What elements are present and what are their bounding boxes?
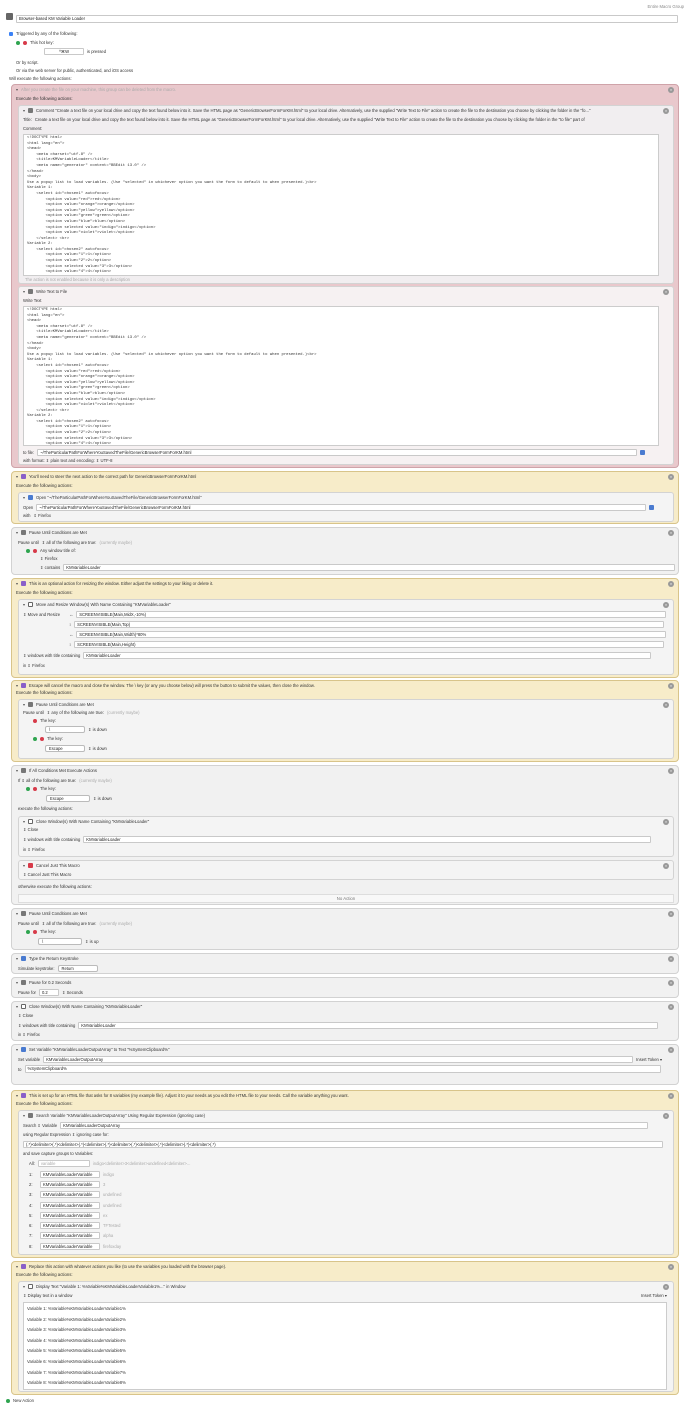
left-field[interactable]: SCREENVISIBLE(Main,MidX,-10%) — [76, 611, 666, 618]
add-icon[interactable] — [26, 930, 30, 934]
close-icon[interactable]: × — [669, 581, 673, 586]
trigger-header — [9, 31, 78, 36]
hotkey-mode[interactable]: is pressed — [87, 49, 107, 54]
title-field[interactable]: Create a text file on your local drive and copy the text found below into it. Save the HTML page as "GenericBrowserFormForKM.html" to your local drive. Alternatively, use the supplied "Write Text to File" action to create the file to the destination you choose by clicking the folder in the "to file" part of — [34, 117, 585, 122]
checkbox-icon[interactable] — [9, 32, 13, 36]
add-icon[interactable] — [33, 737, 37, 741]
execute-label: Execute the following actions: — [16, 96, 73, 101]
close-icon[interactable]: × — [664, 108, 668, 113]
windows-popup[interactable]: ⇕ windows with title containing — [18, 1023, 76, 1028]
key-state[interactable]: ⇕ is up — [85, 939, 99, 944]
folder-icon[interactable] — [640, 450, 645, 455]
window-title-field[interactable]: KMVariableLoader — [78, 1022, 658, 1029]
to-file-label: to file: — [23, 450, 35, 455]
group-icon — [21, 581, 26, 586]
group-open-file[interactable]: ▾ You'll need to steer the next action to the correct path for GenericBrowserFormForKM.html × Execute the following actions: ▾ Open "~/TheParticularPathForWhereYouSavedTheFile/GenericBrowserFormForKM.html" Open ~/TheParticularPathForWhereYouSavedTheFile/GenericBrowserFormForKM.html with ⇕ Firefox — [11, 471, 679, 524]
pause-until-label: Pause until — [18, 540, 39, 545]
group-parse-variables[interactable]: ▾ This is set up for an HTML file that asks for 8 variables (my example file). Adjust it to your needs as you edit the HTML file to your needs. Call the variable anything you want. × Execute the following actions: ▾ Search Variable "KMVariableLoaderOutputArray" Using Regular Expression (ignoring case) × Search ⇕ Variable KMVariableLoaderOutputArray using Regular Expression ⇕ ignoring case for: (.*)<delimiter>(.*)<delimiter>(.*)<delimiter>(.*)<delimiter>(.*)<delimiter>(.*)<delimiter>(.*)<delimiter>(.*) and save capture groups to Variables: All: variable indigo<delimiter>3<delimiter>undefined<delimiter>... 1: KMVariableLoaderVariable indigo 2: KMVariableLoaderVariable 3 3: KMVariableLoaderVariable undefined 4: KMVariableLoaderVariable undefined 5: KMVariableLoaderVariable ex 6: KMVariableLoaderVariable TFTested 7: KMVariableLoaderVariable alpha 8: KMVariableLoaderVariable firefoxday — [11, 1090, 679, 1258]
condition-mode[interactable]: ⇕ all of the following are true: — [41, 921, 97, 926]
close-icon[interactable]: × — [669, 474, 673, 479]
execute-label: Execute the following actions: — [16, 690, 73, 695]
pause-action[interactable]: ▾ Pause Until Conditions are Met × Pause until ⇕ any of the following are true: (currently maybe) The key: \ ⇕ is down The key: Escape ⇕ is down — [18, 699, 674, 759]
width-field[interactable]: SCREENVISIBLE(Main,Width)*80% — [76, 631, 666, 638]
execute-label: Execute the following actions: — [16, 483, 73, 488]
display-line: Variable 7: %Variable%KMVariableLoaderVariable7% — [27, 1369, 126, 1375]
close-icon[interactable]: × — [664, 702, 668, 707]
otherwise-label: otherwise execute the following actions: — [18, 884, 92, 889]
group-use-variables[interactable]: ▾ Replace this action with whatever actions you like (to use the variables you loaded with the browser page). × Execute the following actions: ▾ Display Text "Variable 1: %Variable%KMVariableLoaderVariable1%..." in Window × ⇕ Display text in a window Insert Token ▾ Variable 1: %Variable%KMVariableLoaderVariable1% Variable 2: %Variable%KMVariableLoaderVariable2% Variable 3: %Variable%KMVariableLoaderVariable3% Variable 4: %Variable%KMVariableLoaderVariable4% Variable 5: %Variable%KMVariableLoaderVariable5% Variable 6: %Variable%KMVariableLoaderVariable6% Variable 7: %Variable%KMVariableLoaderVariable7% Variable 8: %Variable%KMVariableLoaderVariable8% — [11, 1261, 679, 1395]
action-title: Close Window(s) With Name Containing "KMVariableLoader" — [36, 819, 150, 824]
action-title: Cancel Just This Macro — [36, 863, 80, 868]
pause-icon — [28, 702, 33, 707]
pause-icon — [21, 980, 26, 985]
open-icon — [28, 495, 33, 500]
capture-variable-field[interactable]: KMVariableLoaderVariable — [40, 1222, 100, 1229]
action-title: Display Text "Variable 1: %Variable%KMVariableLoaderVariable1%..." in Window — [36, 1284, 186, 1289]
window-icon — [21, 1004, 26, 1009]
capture-variable-field[interactable]: KMVariableLoaderVariable — [40, 1181, 100, 1188]
capture-variable-field[interactable]: KMVariableLoaderVariable — [40, 1202, 100, 1209]
close-icon[interactable]: × — [669, 911, 673, 916]
cancel-mode-popup[interactable]: ⇕ Cancel Just This Macro — [23, 872, 72, 877]
with-app-popup[interactable]: ⇕ Firefox — [33, 513, 51, 518]
no-action-placeholder: No Action — [18, 894, 674, 903]
close-icon[interactable]: × — [664, 863, 668, 868]
using-label[interactable]: using Regular Expression ⇕ ignoring case for: — [23, 1132, 109, 1137]
mode-popup[interactable]: ⇕ Close — [18, 1013, 34, 1018]
key-label: The key: — [47, 736, 64, 741]
remove-icon[interactable] — [33, 549, 37, 553]
new-action-button[interactable]: New Action — [13, 1398, 34, 1403]
capture-preview: TFTested — [103, 1223, 121, 1229]
mode-popup[interactable]: ⇕ Move and Resize — [23, 612, 61, 617]
pause-for-label: Pause for — [18, 990, 36, 995]
capture-group-row — [29, 1241, 121, 1251]
comment-footer: The action is not enabled because it is only a description — [25, 277, 130, 282]
group-number: 7: — [29, 1233, 33, 1239]
search-variable-field[interactable]: KMVariableLoaderOutputArray — [60, 1122, 648, 1129]
execute-label: execute the following actions: — [18, 806, 73, 811]
capture-preview: ex — [103, 1212, 108, 1218]
execute-label: Execute the following actions: — [16, 1101, 73, 1106]
action-title: Pause Until Conditions are Met — [36, 702, 94, 707]
close-icon[interactable]: × — [669, 530, 673, 535]
height-field[interactable]: SCREENVISIBLE(Main,Height) — [74, 641, 664, 648]
status: (currently maybe) — [99, 921, 133, 926]
group-icon — [21, 1093, 26, 1098]
action-title: Write Text to File — [36, 289, 68, 294]
add-icon[interactable] — [6, 1399, 10, 1403]
close-icon[interactable]: × — [669, 1047, 673, 1052]
group-icon — [21, 474, 26, 479]
capture-variable-field[interactable]: KMVariableLoaderVariable — [40, 1232, 100, 1239]
action-title: Set Variable "KMVariableLoaderOutputArray" to Text "%SystemClipboard%" — [29, 1047, 170, 1052]
group-delete-after-create[interactable]: ▾ After you create the file on your machine, this group can be deleted from the macro. × Execute the following actions: ▾ Comment "Create a text file on your local drive and copy the text found below into it. Save the HTML page as "GenericBrowserFormForKM.html" to your local drive. Alternatively, use the supplied "Write Text to File" action to create the file to the destination you choose by clicking the folder in the "fo..." × Title: Create a text file on your local drive and copy the text found below into it. Save the HTML page as "GenericBrowserFormForKM.html" to your local drive. Alternatively, use the supplied "Write Text to File" action to create the file to the destination you choose by clicking the folder in the "to file" part of Comment: <!DOCTYPE html> <html lang="en"> <head> <meta charset="utf-8" /> <title>KMVariableLoader</title> <meta name="generator" content="BBEdit 13.0" /> </head> <body> Use a popup list to load variables. (Use "selected" in whichever option you want the form to default to when presented.)<br> Variable 1: <select id="chosen1" autofocus> <option value="red">red</option> <option value="orange">orange</option> <option value="yellow">yellow</option> <option value="green">green</option> <option value="blue">blue</option> <option selected value="indigo">indigo</option> <option value="violet">violet</option> </select> <br> Variable 2: <select id="chosen2" autofocus> <option value="1">1</option> <option value="2">2</option> <option selected value="3">3</option> <option value="4">4</option> The action is not enabled because it is only a description ▾ Write Text to File × Write Text <!DOCTYPE html> <html lang="en"> <head> <meta charset="utf-8" /> <title>KMVariableLoader</title> <meta name="generator" content="BBEdit 13.0" /> </head> <body> Use a popup list to load variables. (Use "selected" in whichever option you want the form to default to when presented.)<br> Variable 1: <select id="chosen1" autofocus> <option value="red">red</option> <option value="orange">orange</option> <option value="yellow">yellow</option> <option value="green">green</option> <option value="blue">blue</option> <option selected value="indigo">indigo</option> <option value="violet">violet</option> </select> <br> Variable 2: <select id="chosen2" autofocus> <option value="1">1</option> <option value="2">2</option> <option selected value="3">3</option> <option value="4">4</option> to file: ~/TheParticularPathForWhereYouSavedTheFile/GenericBrowserFormForKM.html with format: ⇕ plain text and encoding: ⇕ UTF-8 — [11, 84, 679, 468]
capture-groups — [29, 1169, 121, 1251]
action-title: Type the Return Keystroke — [29, 956, 79, 961]
display-mode-popup[interactable]: ⇕ Display text in a window — [23, 1293, 73, 1298]
seconds-field[interactable]: 0.2 — [39, 989, 59, 996]
all-variable-field[interactable]: variable — [38, 1160, 90, 1167]
close-icon[interactable]: × — [664, 1113, 668, 1118]
in-app-popup[interactable]: in ⇕ Firefox — [23, 847, 45, 852]
capture-group-row — [29, 1200, 121, 1210]
capture-group-row — [29, 1169, 121, 1179]
action-title: Comment "Create a text file on your local drive and copy the text found below into it. Save the HTML page as "GenericBrowserFormForKM.html" to your local drive. Alternatively, use the supplied "Write Text to File" action to create the file to the destination you choose by clicking the folder in the "fo..." — [36, 108, 591, 113]
windows-popup[interactable]: ⇕ windows with title containing — [23, 653, 81, 658]
capture-variable-field[interactable]: KMVariableLoaderVariable — [40, 1171, 100, 1178]
close-icon[interactable]: × — [669, 1093, 673, 1098]
capture-preview: alpha — [103, 1233, 114, 1239]
group-title: After you create the file on your machine, this group can be deleted from the macro. — [21, 87, 177, 92]
all-preview: indigo<delimiter>3<delimiter>undefined<delimiter>... — [92, 1161, 191, 1166]
action-title: Move and Resize Window(s) With Name Containing "KMVariableLoader" — [36, 602, 171, 607]
close-icon[interactable]: × — [669, 980, 673, 985]
windows-popup[interactable]: ⇕ windows with title containing — [23, 837, 81, 842]
group-number: 8: — [29, 1243, 33, 1249]
set-variable-label: Set variable — [18, 1057, 41, 1062]
group-icon — [21, 683, 26, 688]
close-icon[interactable]: × — [664, 289, 668, 294]
title-label: Title: — [23, 117, 32, 122]
action-title: Close Window(s) With Name Containing "KMVariableLoader" — [29, 1004, 143, 1009]
value-field[interactable]: %SystemClipboard% — [25, 1065, 661, 1073]
axis-symbol: ↔ — [69, 632, 74, 637]
cancel-macro-action[interactable]: ▾ Cancel Just This Macro × ⇕ Cancel Just This Macro — [18, 860, 674, 880]
group-icon — [21, 1264, 26, 1269]
write-text-field[interactable]: <!DOCTYPE html> <html lang="en"> <head> <meta charset="utf-8" /> <title>KMVariableLoader</title> <meta name="generator" content="BBEdit 13.0" /> </head> <body> Use a popup list to load variables. (Use "selected" in whichever option you want the form to default to when presented.)<br> Variable 1: <select id="chosen1" autofocus> <option value="red">red</option> <option value="orange">orange</option> <option value="yellow">yellow</option> <option value="green">green</option> <option value="blue">blue</option> <option selected value="indigo">indigo</option> <option value="violet">violet</option> </select> <br> Variable 2: <select id="chosen2" autofocus> <option value="1">1</option> <option value="2">2</option> <option selected value="3">3</option> <option value="4">4</option> — [23, 306, 659, 446]
comment-text[interactable]: <!DOCTYPE html> <html lang="en"> <head> <meta charset="utf-8" /> <title>KMVariableLoader</title> <meta name="generator" content="BBEdit 13.0" /> </head> <body> Use a popup list to load variables. (Use "selected" in whichever option you want the form to default to when presented.)<br> Variable 1: <select id="chosen1" autofocus> <option value="red">red</option> <option value="orange">orange</option> <option value="yellow">yellow</option> <option value="green">green</option> <option value="blue">blue</option> <option selected value="indigo">indigo</option> <option value="violet">violet</option> </select> <br> Variable 2: <select id="chosen2" autofocus> <option value="1">1</option> <option value="2">2</option> <option selected value="3">3</option> <option value="4">4</option> — [23, 134, 659, 276]
axis-symbol: ↔ — [69, 612, 74, 617]
insert-token-button[interactable]: Insert Token ▾ — [636, 1057, 663, 1062]
capture-preview: 3 — [103, 1181, 106, 1187]
comment-icon — [28, 108, 33, 113]
status: (currently maybe) — [99, 540, 133, 545]
group-escape-cancel[interactable]: ▾ Escape will cancel the macro and close the window. The \ key (or any you choose below) will press the button to submit the values, then close the window. × Execute the following actions: ▾ Pause Until Conditions are Met × Pause until ⇕ any of the following are true: (currently maybe) The key: \ ⇕ is down The key: Escape ⇕ is down — [11, 680, 679, 762]
close-icon[interactable]: × — [664, 1284, 668, 1289]
capture-variable-field[interactable]: KMVariableLoaderVariable — [40, 1191, 100, 1198]
open-label: Open — [23, 505, 34, 510]
close-icon[interactable]: × — [669, 1264, 673, 1269]
folder-icon[interactable] — [649, 505, 654, 510]
window-icon — [28, 819, 33, 824]
macro-group-label: Entire Macro Group — [647, 4, 684, 9]
status: (currently maybe) — [79, 778, 112, 783]
condition-label: Any window title of: — [40, 548, 76, 553]
pause-until-label: Pause until — [23, 710, 44, 715]
group-title: Replace this action with whatever actions you like (to use the variables you loaded with the browser page). — [29, 1264, 227, 1269]
capture-preview: undefined — [103, 1202, 122, 1208]
to-file-field[interactable]: ~/TheParticularPathForWhereYouSavedTheFile/GenericBrowserFormForKM.html — [37, 449, 637, 456]
close-window-action[interactable]: ▾ Close Window(s) With Name Containing "KMVariableLoader" × ⇕ Close ⇕ windows with title containing KMVariableLoader in ⇕ Firefox — [18, 816, 674, 857]
capture-group-row — [29, 1220, 121, 1230]
display-line: Variable 2: %Variable%KMVariableLoaderVariable2% — [27, 1316, 126, 1322]
status: (currently maybe) — [107, 710, 140, 715]
close-icon[interactable]: × — [664, 819, 668, 824]
remove-icon[interactable] — [33, 719, 37, 723]
axis-symbol: ↕ — [69, 642, 72, 647]
key-state[interactable]: ⇕ is down — [88, 746, 107, 751]
close-icon[interactable]: × — [669, 87, 673, 92]
group-number: 1: — [29, 1171, 33, 1177]
close-icon[interactable]: × — [669, 1004, 673, 1009]
pause-icon — [21, 530, 26, 535]
add-icon[interactable] — [16, 41, 20, 45]
remove-icon[interactable] — [33, 787, 37, 791]
hotkey-row — [16, 40, 54, 45]
remove-icon[interactable] — [23, 41, 27, 45]
remove-icon[interactable] — [40, 737, 44, 741]
pause-seconds-action[interactable]: ▾ Pause for 0.2 Seconds × Pause for 0.2 ⇕ Seconds — [11, 977, 679, 998]
display-line: Variable 8: %Variable%KMVariableLoaderVariable8% — [27, 1380, 126, 1386]
group-title: This is set up for an HTML file that asks for 8 variables (my example file). Adjust it to your needs as you edit the HTML file to your needs. Call the variable anything you want. — [29, 1093, 349, 1098]
unit-popup[interactable]: ⇕ Seconds — [61, 990, 83, 995]
comment-action[interactable]: ▾ Comment "Create a text file on your local drive and copy the text found below into it. Save the HTML page as "GenericBrowserFormForKM.html" to your local drive. Alternatively, use the supplied "Write Text to File" action to create the file to the destination you choose by clicking the folder in the "fo..." × Title: Create a text file on your local drive and copy the text found below into it. Save the HTML page as "GenericBrowserFormForKM.html" to your local drive. Alternatively, use the supplied "Write Text to File" action to create the file to the destination you choose by clicking the folder in the "to file" part of Comment: <!DOCTYPE html> <html lang="en"> <head> <meta charset="utf-8" /> <title>KMVariableLoader</title> <meta name="generator" content="BBEdit 13.0" /> </head> <body> Use a popup list to load variables. (Use "selected" in whichever option you want the form to default to when presented.)<br> Variable 1: <select id="chosen1" autofocus> <option value="red">red</option> <option value="orange">orange</option> <option value="yellow">yellow</option> <option value="green">green</option> <option value="blue">blue</option> <option selected value="indigo">indigo</option> <option value="violet">violet</option> </select> <br> Variable 2: <select id="chosen2" autofocus> <option value="1">1</option> <option value="2">2</option> <option selected value="3">3</option> <option value="4">4</option> The action is not enabled because it is only a description — [18, 105, 674, 284]
regex-icon — [28, 1113, 33, 1118]
display-line: Variable 1: %Variable%KMVariableLoaderVariable1% — [27, 1306, 126, 1311]
key-label: The key: — [40, 929, 57, 934]
write-text-action[interactable]: ▾ Write Text to File × Write Text <!DOCTYPE html> <html lang="en"> <head> <meta charset="utf-8" /> <title>KMVariableLoader</title> <meta name="generator" content="BBEdit 13.0" /> </head> <body> Use a popup list to load variables. (Use "selected" in whichever option you want the form to default to when presented.)<br> Variable 1: <select id="chosen1" autofocus> <option value="red">red</option> <option value="orange">orange</option> <option value="yellow">yellow</option> <option value="green">green</option> <option value="blue">blue</option> <option selected value="indigo">indigo</option> <option value="violet">violet</option> </select> <br> Variable 2: <select id="chosen2" autofocus> <option value="1">1</option> <option value="2">2</option> <option selected value="3">3</option> <option value="4">4</option> to file: ~/TheParticularPathForWhereYouSavedTheFile/GenericBrowserFormForKM.html with format: ⇕ plain text and encoding: ⇕ UTF-8 — [18, 286, 674, 465]
pause-icon — [21, 911, 26, 916]
close-window-action-2[interactable]: ▾ Close Window(s) With Name Containing "KMVariableLoader" × ⇕ Close ⇕ windows with title containing KMVariableLoader in ⇕ Firefox — [11, 1001, 679, 1041]
in-app-popup[interactable]: in ⇕ Firefox — [23, 663, 45, 668]
close-icon[interactable]: × — [669, 956, 673, 961]
group-number: 2: — [29, 1181, 33, 1187]
display-line: Variable 4: %Variable%KMVariableLoaderVariable4% — [27, 1337, 126, 1343]
key-popup[interactable]: Escape — [46, 795, 90, 802]
open-path-field[interactable]: ~/TheParticularPathForWhereYouSavedTheFile/GenericBrowserFormForKM.html — [36, 504, 646, 511]
action-title: Search Variable "KMVariableLoaderOutputArray" Using Regular Expression (ignoring case) — [36, 1113, 206, 1118]
simulate-label: Simulate keystroke: — [18, 966, 55, 971]
or-script: Or by script. — [16, 60, 39, 65]
search-regex-action[interactable]: ▾ Search Variable "KMVariableLoaderOutputArray" Using Regular Expression (ignoring case) × Search ⇕ Variable KMVariableLoaderOutputArray using Regular Expression ⇕ ignoring case for: (.*)<delimiter>(.*)<delimiter>(.*)<delimiter>(.*)<delimiter>(.*)<delimiter>(.*)<delimiter>(.*)<delimiter>(.*) and save capture groups to Variables: All: variable indigo<delimiter>3<delimiter>undefined<delimiter>... 1: KMVariableLoaderVariable indigo 2: KMVariableLoaderVariable 3 3: KMVariableLoaderVariable undefined 4: KMVariableLoaderVariable undefined 5: KMVariableLoaderVariable ex 6: KMVariableLoaderVariable TFTested 7: KMVariableLoaderVariable alpha 8: KMVariableLoaderVariable firefoxday — [18, 1110, 674, 1255]
save-groups-label: and save capture groups to Variables: — [23, 1151, 94, 1156]
group-title: This is an optional action for resizing the window. Either adjust the settings to your liking or delete it. — [29, 581, 214, 586]
group-title: You'll need to steer the next action to the correct path for GenericBrowserFormForKM.html — [29, 474, 197, 479]
hotkey-field[interactable]: ^⌘W — [44, 48, 84, 55]
cancel-icon — [28, 863, 33, 868]
mode-popup[interactable]: ⇕ Close — [23, 827, 39, 832]
write-text-label: Write Text — [23, 298, 42, 303]
group-title: Escape will cancel the macro and close the window. The \ key (or any you choose below) will press the button to submit the values, then close the window. — [29, 683, 315, 688]
axis-symbol: ↕ — [69, 622, 72, 627]
title-field[interactable]: KMVariableLoader — [63, 564, 675, 571]
add-icon[interactable] — [26, 787, 30, 791]
keyboard-icon — [21, 956, 26, 961]
will-execute: Will execute the following actions: — [9, 76, 72, 81]
pause-action-1[interactable]: ▾ Pause Until Conditions are Met × Pause until ⇕ all of the following are true: (currently maybe) Any window title of: ⇕ Firefox ⇕ contains KMVariableLoader — [11, 527, 679, 575]
trigger-label: Triggered by any of the following: — [16, 31, 78, 36]
capture-group-row — [29, 1231, 121, 1241]
web-trigger: Or via the web server for public, authenticated, and iOS access — [16, 68, 134, 73]
pause-action-2[interactable]: ▾ Pause Until Conditions are Met × Pause until ⇕ all of the following are true: (currently maybe) The key: \ ⇕ is up — [11, 908, 679, 950]
execute-label: Execute the following actions: — [16, 1272, 73, 1277]
display-line: Variable 6: %Variable%KMVariableLoaderVariable6% — [27, 1358, 126, 1364]
remove-icon[interactable] — [33, 930, 37, 934]
display-text-field[interactable] — [23, 1302, 667, 1390]
if-all-action[interactable]: ▾ If All Conditions Met Execute Actions × If ⇕ all of the following are true: (currently maybe) The key: Escape ⇕ is down execute the following actions: ▾ Close Window(s) With Name Containing "KMVariableLoader" × ⇕ Close ⇕ windows with title containing KMVariableLoader in ⇕ Firefox ▾ Cancel Just This Macro × ⇕ Cancel Just This Macro otherwise execute the following actions: No Action — [11, 765, 679, 905]
capture-preview: firefoxday — [103, 1243, 122, 1249]
all-label: All: — [29, 1161, 35, 1166]
action-title: Pause Until Conditions are Met — [29, 530, 87, 535]
display-line: Variable 5: %Variable%KMVariableLoaderVariable5% — [27, 1348, 126, 1354]
move-resize-action[interactable]: ▾ Move and Resize Window(s) With Name Containing "KMVariableLoader" × ⇕ Move and Resize ↔ SCREENVISIBLE(Main,MidX,-10%) ↕ SCREENVISIBLE(Main,Top) ↔ SCREENVISIBLE(Main,Width)*80% ↕ SCREENVISIBLE(Main,Height) ⇕ windows with title containing KMVariableLoader in ⇕ Firefox — [18, 599, 674, 675]
contains-popup[interactable]: ⇕ contains — [40, 565, 61, 570]
close-icon[interactable]: × — [669, 683, 673, 688]
macro-icon — [6, 13, 13, 20]
app-popup[interactable]: ⇕ Firefox — [40, 556, 58, 561]
group-resize-window[interactable]: ▾ This is an optional action for resizing the window. Either adjust the settings to your liking or delete it. × Execute the following actions: ▾ Move and Resize Window(s) With Name Containing "KMVariableLoader" × ⇕ Move and Resize ↔ SCREENVISIBLE(Main,MidX,-10%) ↕ SCREENVISIBLE(Main,Top) ↔ SCREENVISIBLE(Main,Width)*80% ↕ SCREENVISIBLE(Main,Height) ⇕ windows with title containing KMVariableLoader in ⇕ Firefox — [11, 578, 679, 678]
capture-variable-field[interactable]: KMVariableLoaderVariable — [40, 1243, 100, 1250]
key-state[interactable]: ⇕ is down — [93, 796, 112, 801]
hotkey-label: This hot key: — [30, 40, 54, 45]
capture-group-row — [29, 1210, 121, 1220]
window-icon — [28, 1284, 33, 1289]
key-state[interactable]: ⇕ is down — [88, 727, 107, 732]
close-icon[interactable]: × — [669, 768, 673, 773]
capture-preview: indigo — [103, 1171, 115, 1177]
group-number: 6: — [29, 1223, 33, 1229]
window-icon — [28, 602, 33, 607]
action-title: Open "~/TheParticularPathForWhereYouSavedTheFile/GenericBrowserFormForKM.html" — [36, 495, 202, 500]
key-popup[interactable]: \ — [38, 938, 82, 945]
key-popup[interactable]: \ — [45, 726, 85, 733]
format-row[interactable]: with format: ⇕ plain text and encoding: ⇕ UTF-8 — [23, 458, 113, 463]
keystroke-field[interactable]: Return — [58, 965, 98, 972]
group-number: 5: — [29, 1212, 33, 1218]
key-label: The key: — [40, 718, 57, 723]
in-app-popup[interactable]: in ⇕ Firefox — [18, 1032, 40, 1037]
condition-mode[interactable]: ⇕ any of the following are true: — [46, 710, 104, 715]
type-return-action[interactable]: ▾ Type the Return Keystroke × Simulate keystroke: Return — [11, 953, 679, 974]
capture-variable-field[interactable]: KMVariableLoaderVariable — [40, 1212, 100, 1219]
action-title: Pause for 0.2 Seconds — [29, 980, 72, 985]
top-field[interactable]: SCREENVISIBLE(Main,Top) — [74, 621, 664, 628]
to-label: to — [18, 1066, 22, 1072]
action-title: If All Conditions Met Execute Actions — [29, 768, 97, 773]
window-title-field[interactable]: KMVariableLoader — [83, 652, 651, 659]
condition-mode[interactable]: ⇕ all of the following are true: — [41, 540, 97, 545]
comment-label: Comment: — [23, 126, 43, 131]
insert-token-button[interactable]: Insert Token ▾ — [641, 1293, 667, 1298]
set-variable-action[interactable]: ▾ Set Variable "KMVariableLoaderOutputArray" to Text "%SystemClipboard%" × Set variable KMVariableLoaderOutputArray Insert Token ▾ to %SystemClipboard% — [11, 1044, 679, 1085]
regex-field[interactable]: (.*)<delimiter>(.*)<delimiter>(.*)<delimiter>(.*)<delimiter>(.*)<delimiter>(.*)<delimiter>(.*)<delimiter>(.*) — [23, 1141, 663, 1148]
search-label[interactable]: Search ⇕ Variable — [23, 1123, 58, 1128]
capture-group-row — [29, 1179, 121, 1189]
variable-name-field[interactable]: KMVariableLoaderOutputArray — [43, 1056, 633, 1063]
with-label: with — [23, 513, 31, 518]
action-title: Pause Until Conditions are Met — [29, 911, 87, 916]
if-icon — [21, 768, 26, 773]
capture-group-row — [29, 1190, 121, 1200]
key-label: The key: — [40, 786, 57, 791]
close-icon[interactable]: × — [664, 602, 668, 607]
capture-preview: undefined — [103, 1192, 122, 1198]
macro-name-field[interactable]: Browser-based KM Variable Loader — [16, 15, 678, 23]
display-text-action[interactable]: ▾ Display Text "Variable 1: %Variable%KMVariableLoaderVariable1%..." in Window × ⇕ Display text in a window Insert Token ▾ Variable 1: %Variable%KMVariableLoaderVariable1% Variable 2: %Variable%KMVariableLoaderVariable2% Variable 3: %Variable%KMVariableLoaderVariable3% Variable 4: %Variable%KMVariableLoaderVariable4% Variable 5: %Variable%KMVariableLoaderVariable5% Variable 6: %Variable%KMVariableLoaderVariable6% Variable 7: %Variable%KMVariableLoaderVariable7% Variable 8: %Variable%KMVariableLoaderVariable8% — [18, 1281, 674, 1392]
execute-label: Execute the following actions: — [16, 590, 73, 595]
group-number: 3: — [29, 1192, 33, 1198]
group-number: 4: — [29, 1202, 33, 1208]
add-icon[interactable] — [26, 549, 30, 553]
file-icon — [28, 289, 33, 294]
key-popup[interactable]: Escape — [45, 745, 85, 752]
pause-until-label: Pause until — [18, 921, 39, 926]
display-line: Variable 3: %Variable%KMVariableLoaderVariable3% — [27, 1327, 126, 1333]
open-action[interactable]: ▾ Open "~/TheParticularPathForWhereYouSavedTheFile/GenericBrowserFormForKM.html" Open ~/TheParticularPathForWhereYouSavedTheFile/GenericBrowserFormForKM.html with ⇕ Firefox — [18, 492, 674, 522]
window-title-field[interactable]: KMVariableLoader — [83, 836, 651, 843]
if-mode[interactable]: If ⇕ all of the following are true: — [18, 778, 77, 783]
variable-icon — [21, 1047, 26, 1052]
